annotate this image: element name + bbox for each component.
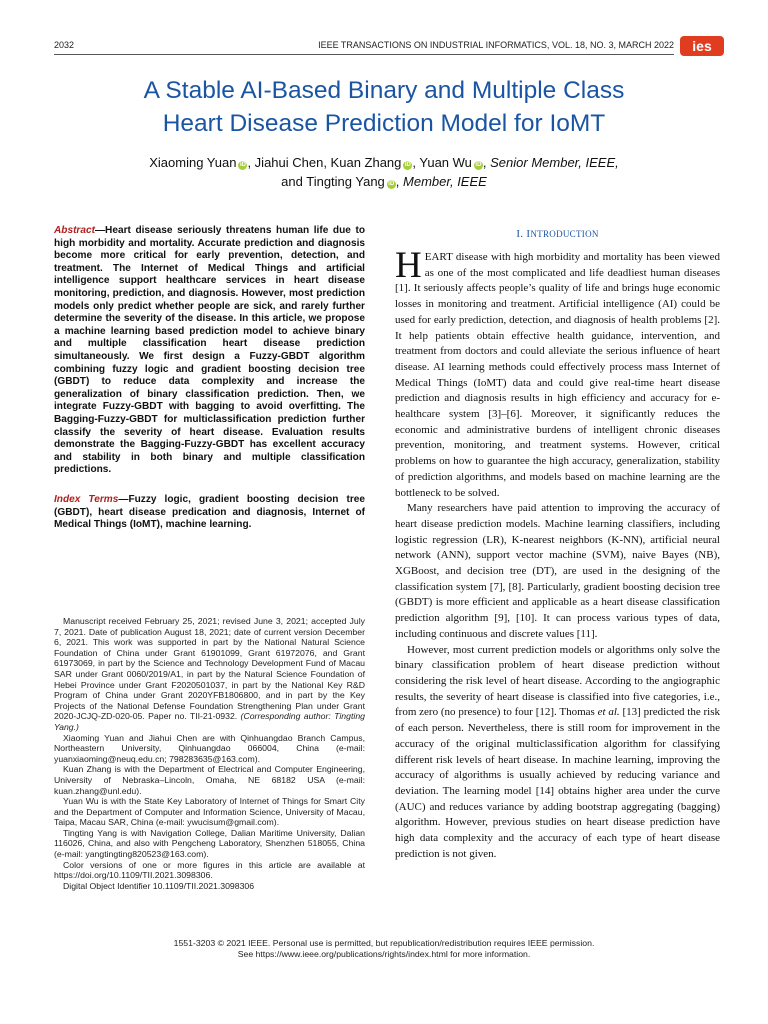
copyright-line-2[interactable]: See https://www.ieee.org/publications/rights/index.html for more information.: [237, 949, 531, 959]
title-line-2: Heart Disease Prediction Model for IoMT: [162, 110, 606, 137]
copyright-notice: [0, 938, 768, 960]
orcid-icon[interactable]: iD: [388, 181, 395, 187]
orcid-icon[interactable]: iD: [475, 162, 482, 168]
section-title-cap: I: [526, 228, 531, 240]
abstract-label: Abstract: [54, 225, 95, 236]
body-text: [395, 245, 721, 862]
footnote-manuscript: Manuscript received February 25, 2021; revised June 3, 2021; accepted July 7, 2021. Date of publication August 18, 2021; date of current version December 6, 2021. This work was supported in part by the National Natural Science Foundation of China under Grant 61901099, Grant 61972076, and Grant 61973069, in part by the Science and Technology Development Fund of Macau SAR under Grant 0060/2019/A1, in part by the Natural Science Foundation of Hebei Province under Grant F2020501037, in part by the National Key R&D Program of China under Grant 2020YFB1806800, and in part by the Key Projects of the National Defense Foundation Strengthening Plan under Grant 2020-JCJQ-ZD-020-05. Paper no. TII-21-0932. (Corresponding author: Tingting Yang.): [54, 616, 365, 732]
index-terms-dash: —: [118, 494, 129, 505]
author-line-2: [40, 172, 728, 191]
body-paragraph-2: Many researchers have paid attention to improving the accuracy of heart disease prediction models. Machine learning classifiers, including logistic regression (LR), K-nearest neighbors (K-NN), artificial neural network (ANN), support vector machine (SVM), naive Bayes (NB), XGBoost, and decision tree (DT), are used in the designing of the classification system [7], [8]. Particularly, gradient boosting decision tree (GBDT) is more efficient and applicable as a heart disease classification prediction algorithm [9], [10]. It can process various types of data, including continuous and discrete values [11].: [395, 502, 720, 640]
author-yuan: Xiaoming Yuan: [149, 155, 237, 170]
paper-title: [40, 74, 728, 140]
journal-header: IEEE TRANSACTIONS ON INDUSTRIAL INFORMATICS, VOL. 18, NO. 3, MARCH 2022: [318, 40, 674, 50]
body-paragraph-3: However, most current prediction models or algorithms only solve the binary classification problem of heart disease prediction without considering the risk level of heart disease. According to the angiographic results, the severity of heart disease is classified into five categories, i.e., from zero (no presence) to four [12]. Thomas et al. [13] predicted the risk of each person. Nevertheless, there is still room for improvement in the accuracy of the original multiclassification algorithm for classifying different risk levels of heart disease. In machine learning, improving the accuracy of algorithms is usually achieved by reducing variance and deviation. The learning model [14] obtains higher area under the curve (AUC) and reduces variance by adding bootstrap aggregating (bagging) algorithm. However, previous studies on heart disease prediction have high data complexity and the accuracy of each type of heart disease prediction is not given.: [395, 643, 721, 860]
author-sep: ,: [395, 174, 404, 189]
abstract-text: Heart disease seriously threatens human life due to high morbidity and mortality. Accurate prediction and diagnosis become more critical for early prevention, detection, and treatment. The Internet of Medical Things and artificial intelligence support healthcare services in heart disease monitoring, prediction, and diagnosis. However, most prediction models only predict whether people are sick, and rarely further determine the severity of the disease. In this article, we propose a machine learning based prediction model to achieve binary and multiple classification heart disease prediction simultaneously. We first design a Fuzzy-GBDT algorithm combining fuzzy logic and gradient boosting decision tree (GBDT) to reduce data complexity and increase the generalization of binary classification prediction. Then, we integrate Fuzzy-GBDT with bagging to avoid overfitting. The Bagging-Fuzzy-GBDT for multiclassification prediction further classify the severity of heart disease. Evaluation results demonstrate the Bagging-Fuzzy-GBDT has excellent accuracy and stability in both binary and multiple classification predictions.: [54, 225, 365, 476]
footnote-affiliation: Tingting Yang is with Navigation College, Dalian Maritime University, Dalian 116026, China, and also with Pengcheng Laboratory, Shenzhen 518055, China (e-mail: yangtingting820523@163.com).: [54, 827, 365, 860]
footnote-doi: Digital Object Identifier 10.1109/TII.2021.3098306: [63, 880, 255, 891]
section-title-rest: NTRODUCTION: [530, 229, 599, 239]
header-rule: [54, 54, 674, 55]
author-sep: ,: [482, 155, 491, 170]
drop-cap: H: [395, 245, 422, 286]
author-wu-role: Senior Member, IEEE,: [490, 155, 619, 170]
copyright-line-1: 1551-3203 © 2021 IEEE. Personal use is permitted, but republication/redistribution requires IEEE permission.: [173, 938, 595, 948]
footnote: [54, 616, 365, 891]
footnote-affiliation: Yuan Wu is with the State Key Laboratory of Internet of Things for Smart City and the Department of Computer and Information Science, University of Macau, Taipa, Macau SAR, China (e-mail: ywucisum@gmail.com).: [54, 796, 365, 828]
abstract: [54, 225, 365, 477]
page-number: 2032: [54, 40, 75, 50]
author-line-1: [40, 153, 728, 172]
logo-text: ies: [692, 38, 712, 54]
footnote-color-versions: Color versions of one or more figures in this article are available at https://doi.org/10.1109/TII.2021.3098306.: [54, 859, 365, 881]
author-chen-zhang: , Jiahui Chen, Kuan Zhang: [247, 155, 402, 170]
author-yang: and Tingting Yang: [281, 174, 385, 189]
footnote-affiliation: Kuan Zhang is with the Department of Electrical and Computer Engineering, University of Nebraska–Lincoln, Omaha, NE 68182 USA (e-mail: kuan.zhang@unl.edu).: [54, 764, 365, 796]
section-heading: [395, 228, 720, 240]
index-terms-label: Index Terms: [54, 494, 119, 505]
index-terms-text: Fuzzy logic, gradient boosting decision tree (GBDT), heart disease predication and diagnosis, Internet of Medical Things (IoMT), machine learning.: [54, 494, 365, 531]
author-wu: , Yuan Wu: [412, 155, 472, 170]
orcid-icon[interactable]: iD: [404, 162, 411, 168]
body-paragraph-1: HEART disease with high morbidity and mortality has been viewed as one of the most complicated and life deadliest human diseases [1]. It seriously affects people’s quality of life and brings huge economic losses in monitoring and treatment. Artificial intelligence (AI) could be used for early prediction, detection, and diagnosis of health problems [2]. It help patients obtain effective health guidance, intervention, and treatment from doctors and could alleviate the serious influence of heart disease. AI learning methods could effectively process mass Internet of Medical Things (IoMT) data and could give real-time heart disease prediction and diagnosis results in high efficiency and accuracy for e-healthcare system [3]–[6]. Moreover, it significantly reduces the economic and administrative burdens of intelligent chronic diseases prevention, monitoring, and treatment systems. However, critical problems on how to guarantee the high accuracy, generalization, stability of prediction algorithms, and models based on machine learning are the bottleneck to be solved.: [395, 245, 720, 499]
footnote-affiliation: Xiaoming Yuan and Jiahui Chen are with Qinhuangdao Branch Campus, Northeastern University, Qinhuangdao 066004, China (e-mail: yuanxiaoming@neuq.edu.cn; 798283635@163.com).: [54, 732, 365, 764]
author-list: [40, 153, 728, 191]
index-terms: [54, 494, 365, 532]
ies-logo: [680, 36, 724, 56]
author-yang-role: Member, IEEE: [403, 174, 487, 189]
section-numeral: I.: [516, 228, 527, 240]
orcid-icon[interactable]: iD: [239, 162, 246, 168]
title-line-1: A Stable AI-Based Binary and Multiple Class: [143, 77, 625, 104]
abstract-dash: —: [94, 225, 106, 236]
